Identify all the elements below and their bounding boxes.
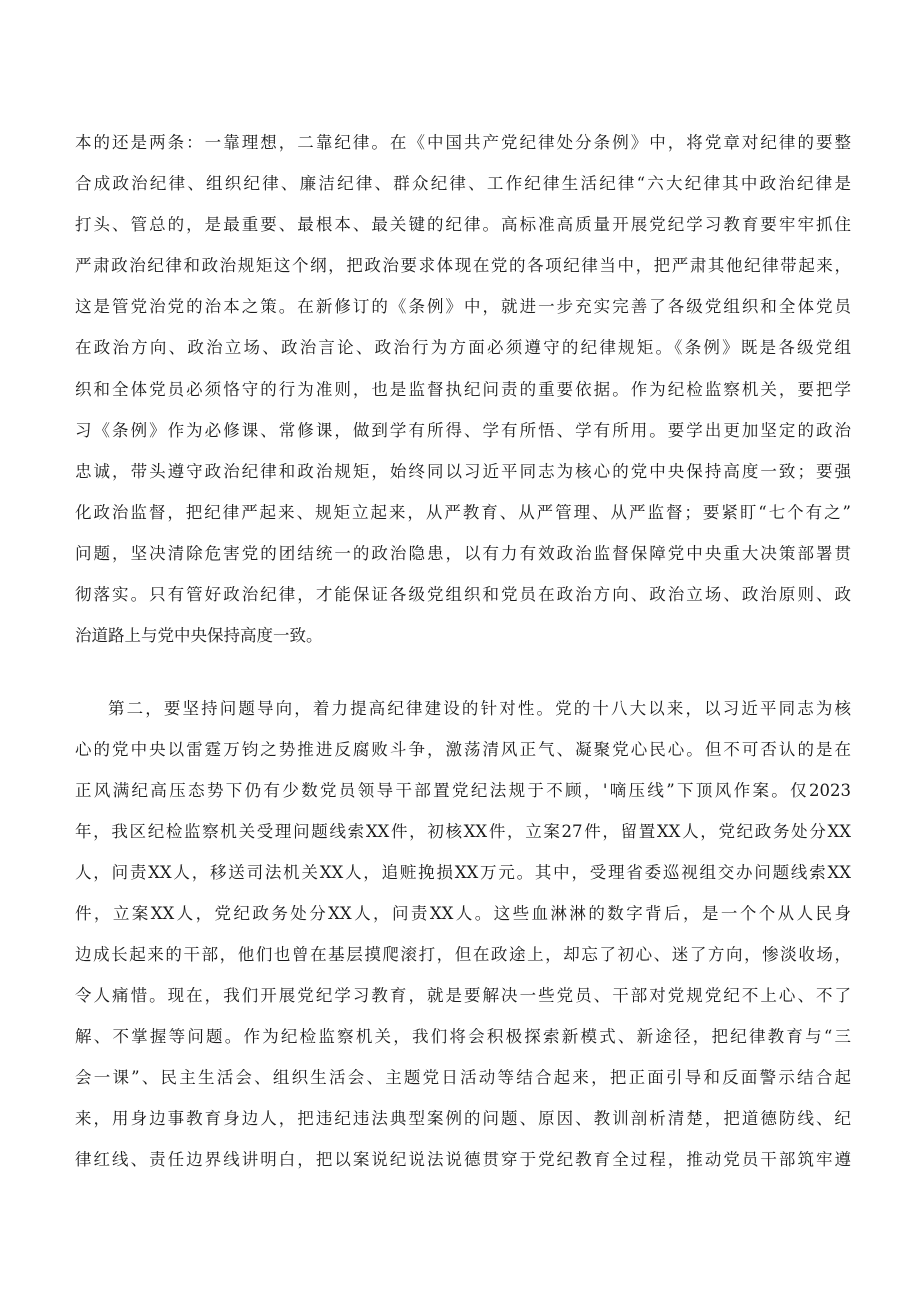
text-line: 年，我区纪检监察机关受理问题线索XX件，初核XX件，立案27件，留置XX人，党纪政务处分XX [75,822,851,841]
text-line: 这是管党治党的治本之策。在新修订的《条例》中，就进一步充实完善了各级党组织和全体党员 [75,297,851,316]
text-line: 心的党中央以雷霆万钧之势推进反腐败斗争，激荡清风正气、凝聚党心民心。但不可否认的是在 [75,740,851,759]
text-line: 治道路上与党中央保持高度一致。 [75,626,323,645]
text-line: 律红线、责任边界线讲明白，把以案说纪说法说德贯穿于党纪教育全过程，推动党员干部筑牢遵 [75,1150,851,1169]
text-line: 习《条例》作为必修课、常修课，做到学有所得、学有所悟、学有所用。要学出更加坚定的政治 [75,421,851,440]
text-line: 本的还是两条：一靠理想，二靠纪律。在《中国共产党纪律处分条例》中，将党章对纪律的要整 [75,133,851,152]
text-line: 忠诚，带头遵守政治纪律和政治规矩，始终同以习近平同志为核心的党中央保持高度一致；要强 [75,462,851,481]
text-line: 来，用身边事教育身边人，把违纪违法典型案例的问题、原因、教训剖析清楚，把道德防线、纪 [75,1109,851,1128]
text-line: 化政治监督，把纪律严起来、规矩立起来，从严教育、从严管理、从严监督；要紧盯“七个有之” [75,503,851,522]
text-line: 人，问责XX人，移送司法机关XX人，追赃挽损XX万元。其中，受理省委巡视组交办问题线索XX [75,863,851,882]
text-line: 织和全体党员必须恪守的行为准则，也是监督执纪问责的重要依据。作为纪检监察机关，要把学 [75,380,851,399]
text-line: 会一课”、民主生活会、组织生活会、主题党日活动等结合起来，把正面引导和反面警示结合起 [75,1068,851,1087]
text-line: 令人痛惜。现在，我们开展党纪学习教育，就是要解决一些党员、干部对党规党纪不上心、不了 [75,986,851,1005]
text-line: 打头、管总的，是最重要、最根本、最关键的纪律。高标准高质量开展党纪学习教育要牢牢抓住 [75,215,851,234]
text-line: 正风满纪高压态势下仍有少数党员领导干部置党纪法规于不顾，'嘀压线”下顶风作案。仅2023 [75,781,851,800]
text-line: 严肃政治纪律和政治规矩这个纲，把政治要求体现在党的各项纪律当中，把严肃其他纪律带起来， [75,256,851,275]
text-line: 第二，要坚持问题导向，着力提高纪律建设的针对性。党的十八大以来，以习近平同志为核 [108,699,851,718]
text-line: 解、不掌握等问题。作为纪检监察机关，我们将会积极探索新模式、新途径，把纪律教育与“三 [75,1027,851,1046]
text-line: 合成政治纪律、组织纪律、廉洁纪律、群众纪律、工作纪律生活纪律“六大纪律其中政治纪律是 [75,174,851,193]
text-line: 件，立案XX人，党纪政务处分XX人，问责XX人。这些血淋淋的数字背后，是一个个从人民身 [75,904,851,923]
text-line: 问题，坚决清除危害党的团结统一的政治隐患，以有力有效政治监督保障党中央重大决策部署贯 [75,544,851,563]
text-line: 在政治方向、政治立场、政治言论、政治行为方面必须遵守的纪律规矩。《条例》既是各级党组 [75,338,851,357]
text-line: 彻落实。只有管好政治纪律，才能保证各级党组织和党员在政治方向、政治立场、政治原则、政 [75,585,851,604]
text-line: 边成长起来的干部，他们也曾在基层摸爬滚打，但在政途上，却忘了初心、迷了方向，惨淡收场， [75,945,851,964]
